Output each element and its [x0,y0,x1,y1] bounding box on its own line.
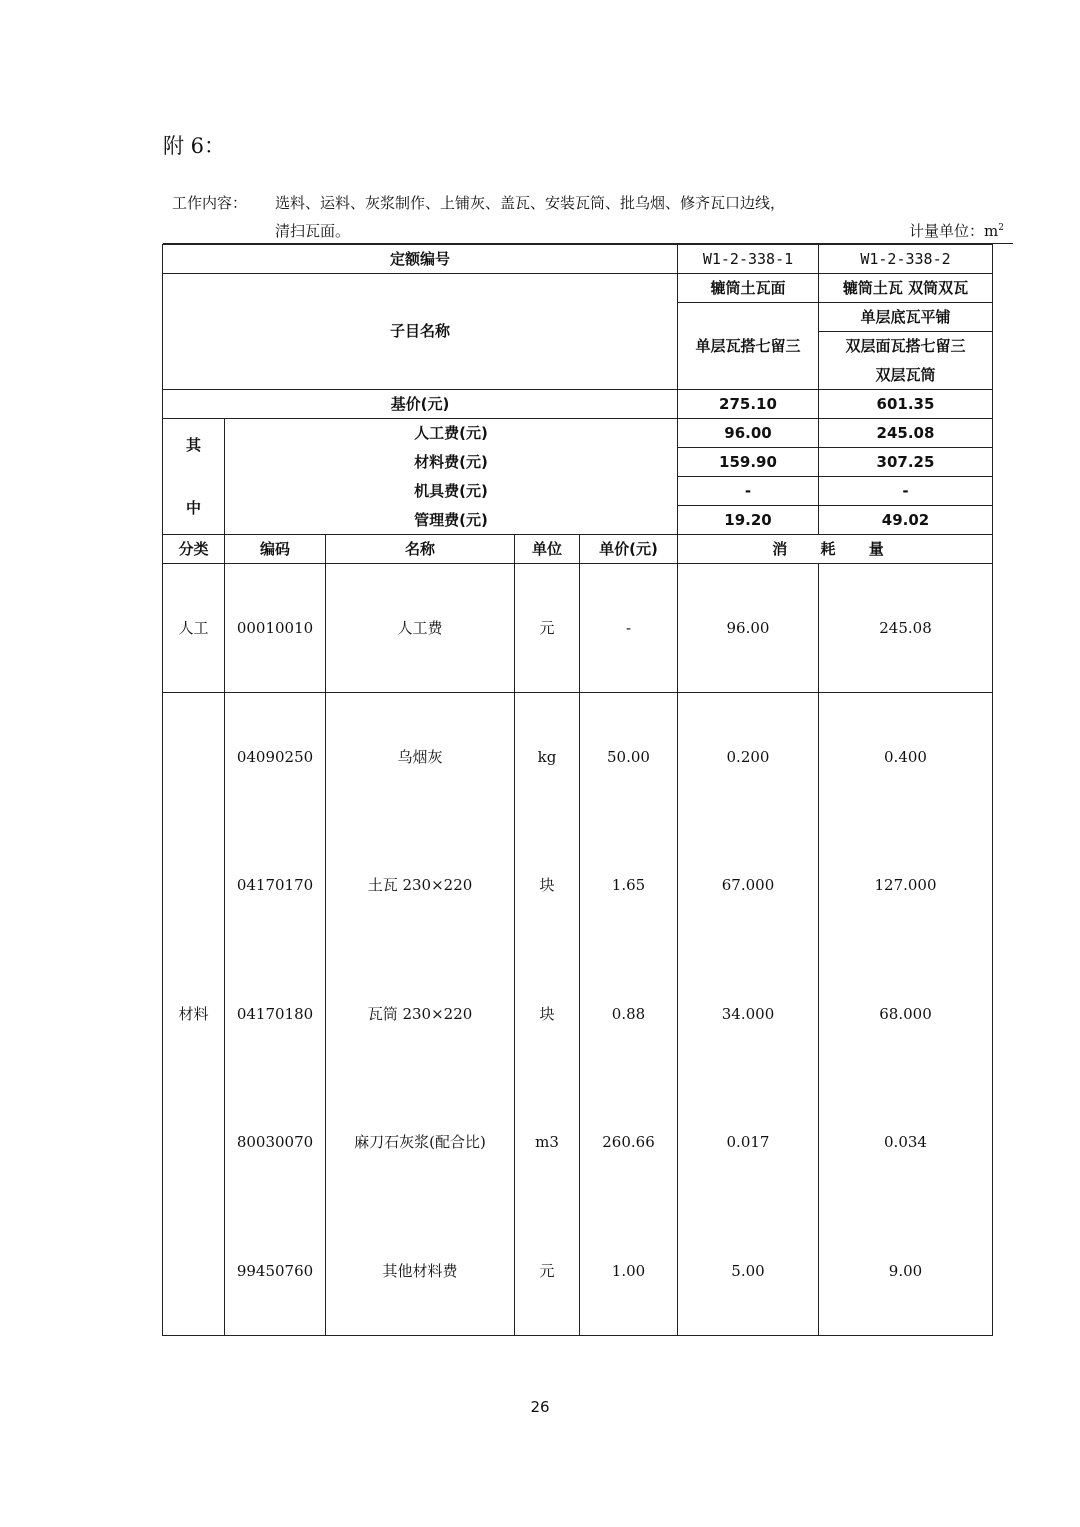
labor-consumption-2: 245.08 [819,564,993,693]
material-code: 80030070 [225,1079,326,1207]
labor-price: - [580,564,678,693]
base-price-label: 基价(元) [163,390,678,419]
table-row [163,693,993,822]
measurement-unit-superscript: 2 [998,223,1004,233]
material-unit: kg [515,693,580,822]
material-code: 04170170 [225,822,326,950]
machine-cost-2: - [819,477,993,506]
of-which-label-2: 中 [163,477,225,535]
material-name: 其他材料费 [326,1207,515,1336]
table-row [163,1207,993,1336]
labor-name: 人工费 [326,564,515,693]
material-unit: 块 [515,822,580,950]
material-code: 04170180 [225,950,326,1079]
of-which-label-1: 其 [163,419,225,477]
header-category: 分类 [163,535,225,564]
header-code: 编码 [225,535,326,564]
header-name: 名称 [326,535,515,564]
base-price-1: 275.10 [678,390,819,419]
material-price: 1.65 [580,822,678,950]
material-consumption-1: 67.000 [678,822,819,950]
material-cost-1: 159.90 [678,448,819,477]
material-consumption-2: 9.00 [819,1207,993,1336]
material-consumption-2: 0.400 [819,693,993,822]
base-price-2: 601.35 [819,390,993,419]
machine-cost-1: - [678,477,819,506]
material-consumption-1: 34.000 [678,950,819,1079]
header-consumption: 消 耗 量 [678,535,993,564]
material-price: 0.88 [580,950,678,1079]
quota-code-label: 定额编号 [163,245,678,274]
material-consumption-1: 5.00 [678,1207,819,1336]
material-consumption-2: 68.000 [819,950,993,1079]
material-code: 99450760 [225,1207,326,1336]
material-unit: m3 [515,1079,580,1207]
item-name-1-line-2: 单层瓦搭七留三 [678,303,819,390]
material-name: 瓦筒 230×220 [326,950,515,1079]
labor-code: 00010010 [225,564,326,693]
measurement-unit [870,220,1004,241]
work-content-line-2: 清扫瓦面。 [275,222,351,240]
labor-consumption-1: 96.00 [678,564,819,693]
material-price: 50.00 [580,693,678,822]
material-cost-2: 307.25 [819,448,993,477]
item-name-label: 子目名称 [163,274,678,390]
material-price: 1.00 [580,1207,678,1336]
management-cost-label: 管理费(元) [225,506,678,535]
measurement-unit-text: 计量单位：m [909,222,999,240]
quota-code-1: W1-2-338-1 [678,245,819,274]
quota-table [162,244,993,1336]
header-unit: 单位 [515,535,580,564]
material-name: 麻刀石灰浆(配合比) [326,1079,515,1207]
material-consumption-2: 127.000 [819,822,993,950]
material-consumption-1: 0.017 [678,1079,819,1207]
labor-category: 人工 [163,564,225,693]
item-name-1-line-1: 辘筒土瓦面 [678,274,819,303]
item-name-2-line-3: 双层面瓦搭七留三 [819,332,993,361]
management-cost-1: 19.20 [678,506,819,535]
material-unit: 块 [515,950,580,1079]
page-number: 26 [530,1398,550,1416]
table-row [163,1079,993,1207]
material-cost-label: 材料费(元) [225,448,678,477]
material-consumption-1: 0.200 [678,693,819,822]
table-row [163,822,993,950]
item-name-2-line-2: 单层底瓦平铺 [819,303,993,332]
material-consumption-2: 0.034 [819,1079,993,1207]
management-cost-2: 49.02 [819,506,993,535]
work-content-line-1: 选料、运料、灰浆制作、上铺灰、盖瓦、安装瓦筒、批乌烟、修齐瓦口边线， [275,194,786,212]
item-name-2-line-4: 双层瓦筒 [819,361,993,390]
table-row [163,564,993,693]
material-name: 乌烟灰 [326,693,515,822]
labor-cost-1: 96.00 [678,419,819,448]
material-name: 土瓦 230×220 [326,822,515,950]
material-category: 材料 [163,693,225,1336]
machine-cost-label: 机具费(元) [225,477,678,506]
quota-code-2: W1-2-338-2 [819,245,993,274]
material-code: 04090250 [225,693,326,822]
material-price: 260.66 [580,1079,678,1207]
table-row [163,950,993,1079]
labor-cost-label: 人工费(元) [225,419,678,448]
attachment-title: 附 6： [163,134,226,158]
work-content-label: 工作内容： [172,194,248,212]
item-name-2-line-1: 辘筒土瓦 双筒双瓦 [819,274,993,303]
labor-cost-2: 245.08 [819,419,993,448]
material-unit: 元 [515,1207,580,1336]
labor-unit: 元 [515,564,580,693]
header-unit-price: 单价(元) [580,535,678,564]
